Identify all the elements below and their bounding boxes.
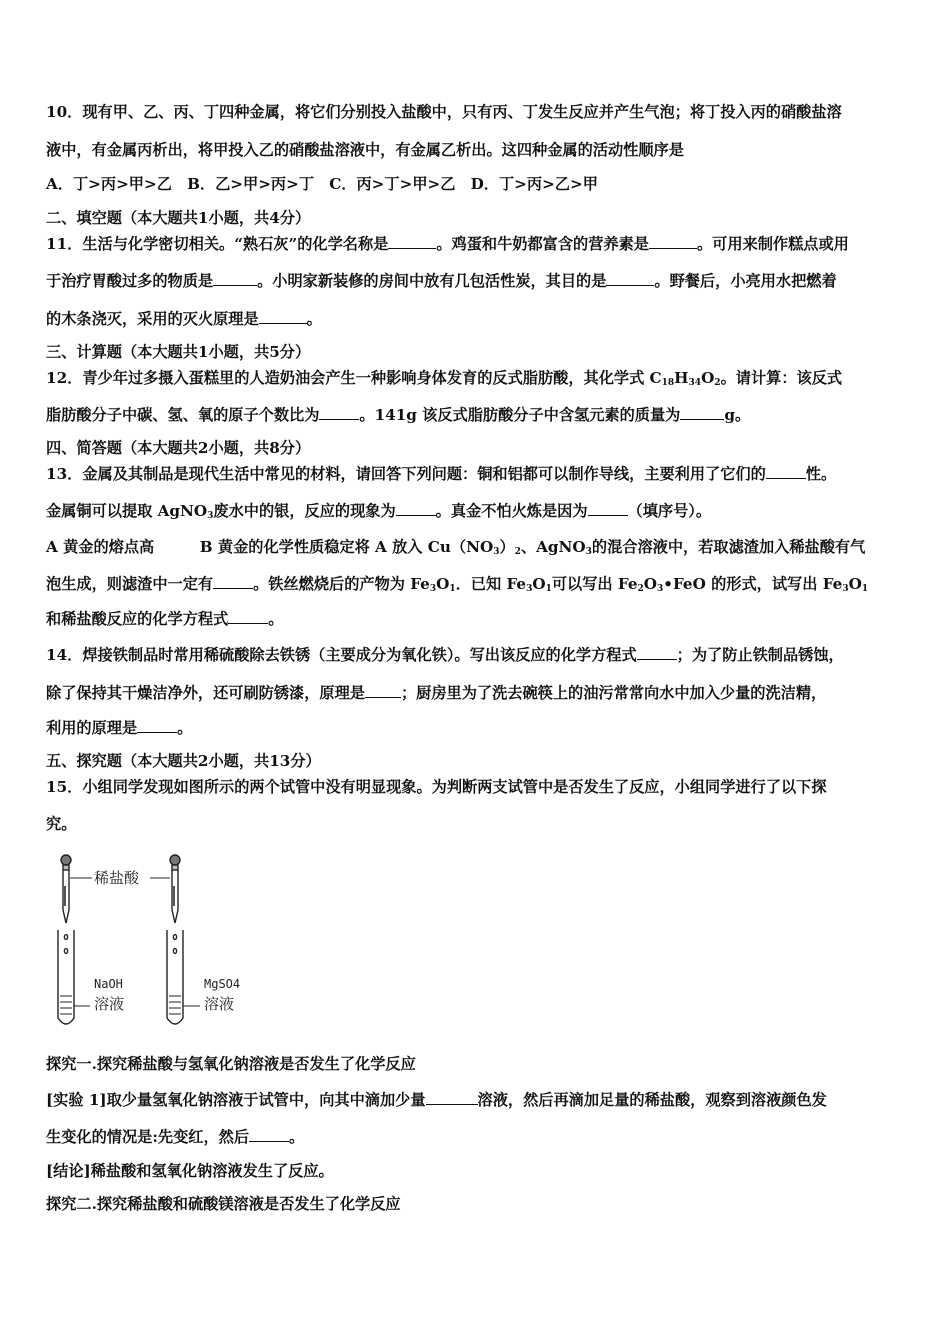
q11-text: 于治疗胃酸过多的物质是: [46, 272, 214, 290]
q13-text: 。: [268, 610, 284, 628]
answer-blank[interactable]: [388, 234, 436, 249]
subscript: 2: [637, 584, 644, 594]
q13-text: ．已知 Fe: [455, 575, 527, 593]
exp1-text: [实验 1]取少量氢氧化钠溶液于试管中，向其中滴加少量: [46, 1091, 426, 1109]
q13-text: 可以写出 Fe: [551, 575, 638, 593]
answer-blank[interactable]: [766, 464, 806, 479]
answer-blank[interactable]: [259, 309, 307, 324]
q14-line1: [46, 645, 844, 665]
answer-blank[interactable]: [365, 683, 401, 698]
experiment1-line1: [46, 1090, 827, 1110]
q15-line1: 15．小组同学发现如图所示的两个试管中没有明显现象。为判断两支试管中是否发生了反应，小组同学进行了以下探: [46, 778, 827, 796]
subscript: 3: [657, 584, 664, 594]
subscript: 3: [207, 511, 214, 521]
answer-blank[interactable]: [137, 718, 177, 733]
q13-text: O: [848, 575, 862, 593]
q13-text: ）: [499, 538, 515, 556]
q12-text: 。141g 该反式脂肪酸分子中含氢元素的质量为: [359, 406, 681, 424]
subscript: 34: [688, 378, 702, 388]
exp1-text: 溶液，然后再滴加足量的稀盐酸，观察到溶液颜色发: [477, 1091, 827, 1109]
q11-text: 。可用来制作糕点或用: [696, 235, 849, 253]
q13-text: O: [532, 575, 546, 593]
q13-text: 13．金属及其制品是现代生活中常见的材料，请回答下列问题：铜和铝都可以制作导线，主要利用了它们的: [46, 465, 766, 483]
q13-text: O: [643, 575, 657, 593]
exp1-text: 生变化的情况是:先变红，然后: [46, 1128, 250, 1146]
subscript: 1: [545, 584, 552, 594]
subscript: 2: [714, 378, 721, 388]
section-heading-fill: 二、填空题（本大题共1小题，共4分）: [46, 209, 311, 227]
answer-blank[interactable]: [588, 501, 628, 516]
answer-blank[interactable]: [606, 271, 654, 286]
tube1-label-line2: 溶液: [94, 995, 125, 1013]
q13-text: A 黄金的熔点高 B 黄金的化学性质稳定将 A 放入 Cu（NO: [46, 538, 494, 556]
q12-text: g。: [724, 406, 751, 424]
q13-text: •FeO 的形式，试写出 Fe: [663, 575, 843, 593]
subscript: 18: [661, 378, 675, 388]
dropper-label: 稀盐酸: [94, 869, 140, 887]
subscript: 3: [585, 547, 592, 557]
subscript: 3: [429, 584, 437, 594]
subscript: 3: [526, 584, 533, 594]
q11-text: 。野餐后，小亮用水把燃着: [654, 272, 837, 290]
q13-line4: [46, 574, 868, 594]
answer-blank[interactable]: [213, 271, 257, 286]
q13-line5: [46, 609, 283, 629]
q14-text: 除了保持其干燥洁净外，还可刷防锈漆，原理是: [46, 684, 365, 702]
conclusion: [结论]稀盐酸和氢氧化钠溶液发生了反应。: [46, 1162, 334, 1180]
experiment1-line2: [46, 1127, 304, 1147]
answer-blank[interactable]: [637, 645, 677, 660]
answer-blank[interactable]: [228, 609, 268, 624]
q13-text: 的混合溶液中，若取滤渣加入稀盐酸有气: [591, 538, 866, 556]
q12-text: 12．青少年过多摄入蛋糕里的人造奶油会产生一种影响身体发育的反式脂肪酸，其化学式 C: [46, 369, 662, 387]
explore1-heading: 探究一.探究稀盐酸与氢氧化钠溶液是否发生了化学反应: [46, 1055, 416, 1073]
q11-text: 11．生活与化学密切相关。“熟石灰”的化学名称是: [46, 235, 389, 253]
tube2-label-line1: MgSO4: [204, 977, 241, 991]
q13-text: 、AgNO: [520, 538, 586, 556]
q11-text: 。鸡蛋和牛奶都富含的营养素是: [436, 235, 649, 253]
section-heading-calc: 三、计算题（本大题共1小题，共5分）: [46, 343, 311, 361]
q13-line3: [46, 537, 865, 557]
q12-text: 脂肪酸分子中碳、氢、氧的原子个数比为: [46, 406, 320, 424]
q12-text: H: [674, 369, 689, 387]
q14-line2: [46, 683, 826, 703]
q11-text: 。小明家新装修的房间中放有几包活性炭，其目的是: [257, 272, 607, 290]
answer-blank[interactable]: [249, 1127, 289, 1142]
answer-blank[interactable]: [319, 405, 359, 420]
q11-text: 。: [306, 310, 322, 328]
q12-line1: [46, 368, 842, 388]
subscript: 1: [861, 584, 869, 594]
q14-line3: [46, 718, 192, 738]
section-heading-short: 四、简答题（本大题共2小题，共8分）: [46, 439, 311, 457]
q10-options: A．丁>丙>甲>乙 B．乙>甲>丙>丁 C．丙>丁>甲>乙 D．丁>丙>乙>甲: [46, 175, 598, 193]
subscript: 2: [514, 547, 521, 557]
q13-text: （填序号）。: [627, 502, 712, 520]
q13-text: O: [436, 575, 450, 593]
q13-line1: [46, 464, 836, 484]
q14-text: 。: [177, 719, 193, 737]
q14-text: ；为了防止铁制品锈蚀，: [676, 646, 844, 664]
tube1-label-line1: NaOH: [94, 977, 123, 991]
test-tube-figure: [46, 848, 276, 1033]
q10-line1: 10．现有甲、乙、丙、丁四种金属，将它们分别投入盐酸中，只有丙、丁发生反应并产生气泡；将丁投入丙的硝酸盐溶: [46, 103, 842, 121]
q12-text: 。请计算：该反式: [720, 369, 843, 387]
q12-text: O: [701, 369, 715, 387]
q12-line2: [46, 405, 750, 425]
section-heading-explore: 五、探究题（本大题共2小题，共13分）: [46, 752, 321, 770]
explore2-heading: 探究二.探究稀盐酸和硫酸镁溶液是否发生了化学反应: [46, 1195, 401, 1213]
q14-text: ；厨房里为了洗去碗筷上的油污常常向水中加入少量的洗洁精，: [400, 684, 827, 702]
q11-line1: [46, 234, 849, 254]
q13-text: 和稀盐酸反应的化学方程式: [46, 610, 229, 628]
exp1-text: 。: [289, 1128, 305, 1146]
answer-blank[interactable]: [649, 234, 697, 249]
q13-text: 。真金不怕火炼是因为: [435, 502, 588, 520]
q11-line2: [46, 271, 837, 291]
subscript: 1: [449, 584, 456, 594]
q10-line2: 液中，有金属丙析出，将甲投入乙的硝酸盐溶液中，有金属乙析出。这四种金属的活动性顺序是: [46, 141, 684, 159]
dropper-2: [170, 855, 180, 923]
q13-line2: [46, 501, 711, 521]
q13-text: 。铁丝燃烧后的产物为 Fe: [253, 575, 430, 593]
answer-blank[interactable]: [213, 574, 253, 589]
subscript: 3: [493, 547, 500, 557]
answer-blank[interactable]: [680, 405, 724, 420]
q14-text: 利用的原理是: [46, 719, 138, 737]
q13-text: 性。: [805, 465, 837, 483]
answer-blank[interactable]: [426, 1090, 478, 1105]
q13-text: 泡生成，则滤渣中一定有: [46, 575, 214, 593]
q15-line2: 究。: [46, 815, 77, 833]
answer-blank[interactable]: [396, 501, 436, 516]
tube2-label-line2: 溶液: [204, 995, 235, 1013]
q11-text: 的木条浇灭，采用的灭火原理是: [46, 310, 259, 328]
q11-line3: [46, 309, 322, 329]
q14-text: 14．焊接铁制品时常用稀硫酸除去铁锈（主要成分为氧化铁）。写出该反应的化学方程式: [46, 646, 637, 664]
test-tube-1: [58, 930, 90, 1024]
test-tube-2: [167, 930, 200, 1024]
q13-text: 金属铜可以提取 AgNO: [46, 502, 208, 520]
dropper-1: [61, 855, 71, 923]
subscript: 3: [842, 584, 849, 594]
q13-text: 废水中的银，反应的现象为: [213, 502, 396, 520]
